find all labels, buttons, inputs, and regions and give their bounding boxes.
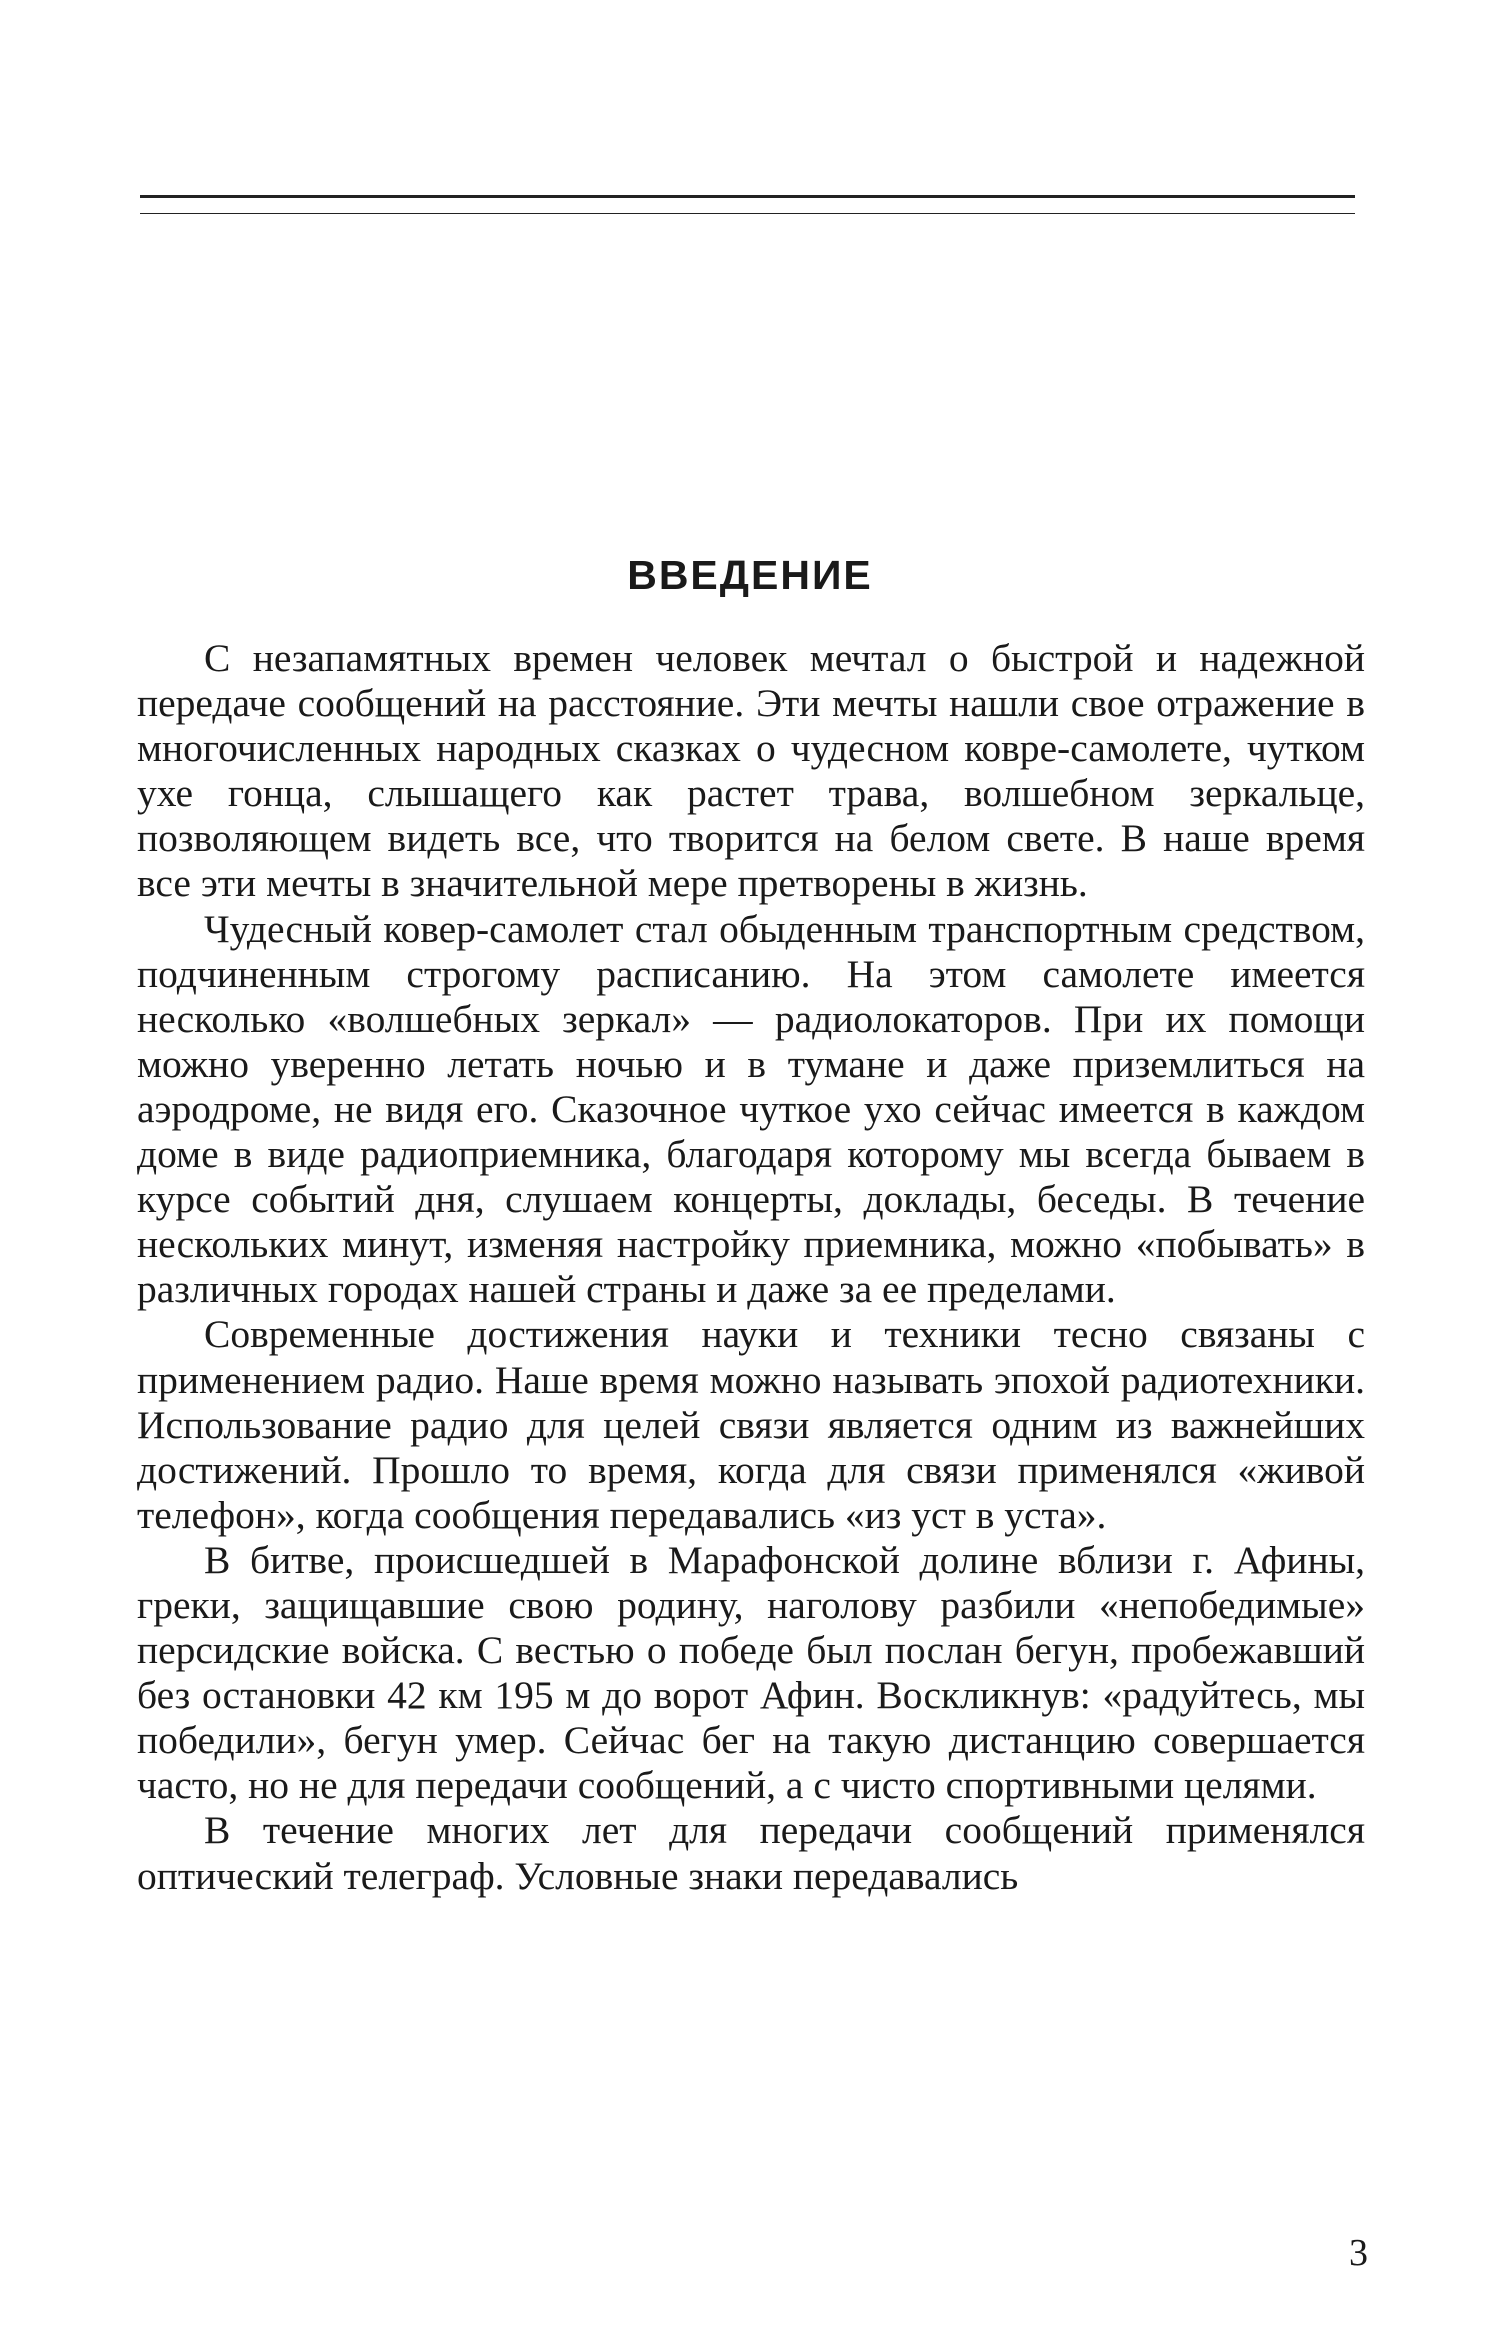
chapter-heading: ВВЕДЕНИЕ — [627, 552, 873, 598]
paragraph-5: В течение многих лет для передачи сообщений применялся оптический телеграф. Условные знаки передавались — [137, 1808, 1365, 1898]
page-number: 3 — [1349, 2232, 1368, 2274]
body-text — [137, 636, 1365, 1899]
top-rule-thick — [140, 195, 1355, 198]
paragraph-1: С незапамятных времен человек мечтал о быстрой и надежной передаче сообщений на расстояние. Эти мечты нашли свое отражение в многочисленных народных сказках о чудесном ковре-самолете, чутком ухе гонца, слышащего как растет трава, волшебном зеркальце, позволяющем видеть все, что творится на белом свете. В наше время все эти мечты в значительной мере претворены в жизнь. — [137, 636, 1365, 906]
top-rule-thin — [140, 213, 1355, 214]
paragraph-4: В битве, происшедшей в Марафонской долине вблизи г. Афины, греки, защищавшие свою родину, наголову разбили «непобедимые» персидские войска. С вестью о победе был послан бегун, пробежавший без остановки 42 км 195 м до ворот Афин. Воскликнув: «радуйтесь, мы победили», бегун умер. Сейчас бег на такую дистанцию совершается часто, но не для передачи сообщений, а с чисто спортивными целями. — [137, 1537, 1365, 1808]
paragraph-3: Современные достижения науки и техники тесно связаны с применением радио. Наше время можно называть эпохой радиотехники. Использование радио для целей связи является одним из важнейших достижений. Прошло то время, когда для связи применялся «живой телефон», когда сообщения передавались «из уст в уста». — [137, 1312, 1365, 1537]
paragraph-2: Чудесный ковер-самолет стал обыденным транспортным средством, подчиненным строгому расписанию. На этом самолете имеется несколько «волшебных зеркал» — радиолокаторов. При их помощи можно уверенно летать ночью и в тумане и даже приземлиться на аэродроме, не видя его. Сказочное чуткое ухо сейчас имеется в каждом доме в виде радиоприемника, благодаря которому мы всегда бываем в курсе событий дня, слушаем концерты, доклады, беседы. В течение нескольких минут, изменяя настройку приемника, можно «побывать» в различных городах нашей страны и даже за ее пределами. — [137, 906, 1365, 1312]
